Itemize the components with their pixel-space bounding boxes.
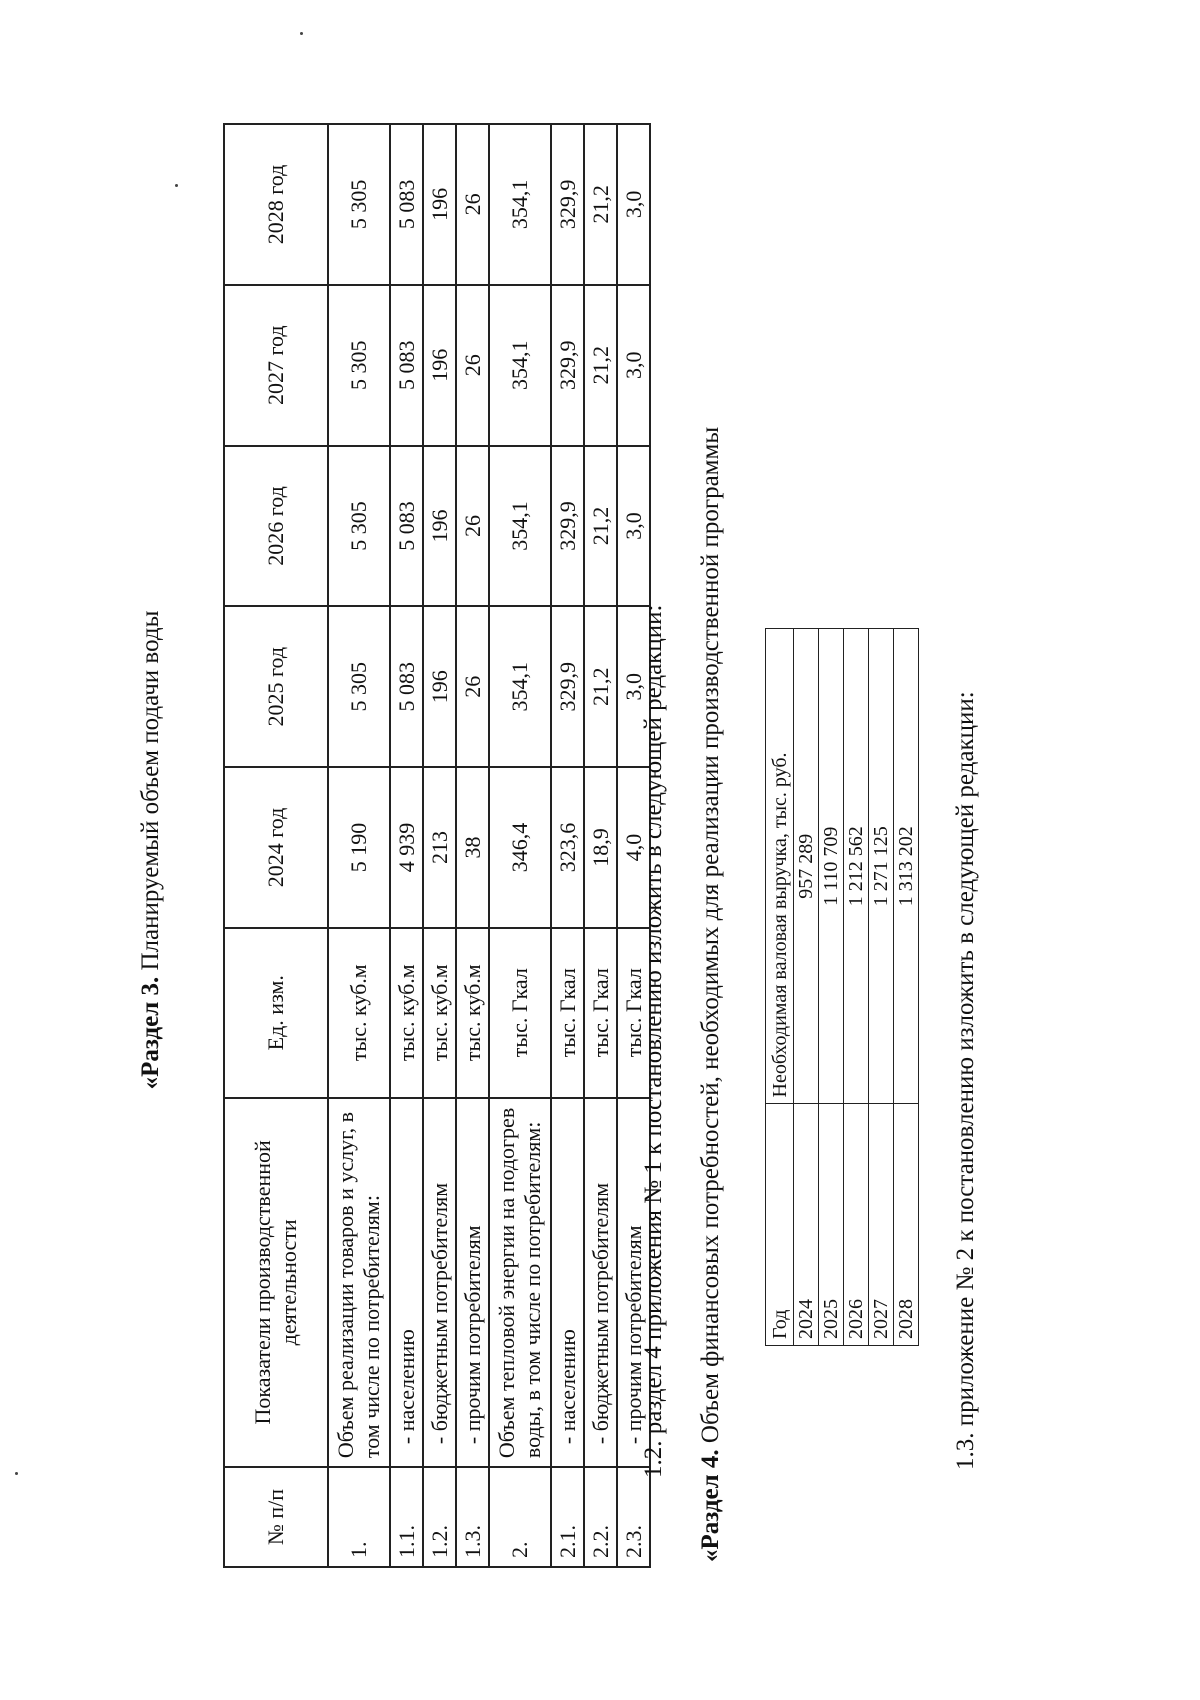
row-unit: тыс. Гкал	[489, 928, 551, 1098]
table-header-row	[224, 124, 328, 1567]
row-number: 2.1.	[551, 1467, 584, 1567]
row-value-2025: 329,9	[551, 606, 584, 767]
column-header-indicator: Показатели производственной деятельности	[224, 1098, 328, 1468]
row-number: 2.	[489, 1467, 551, 1567]
table-row	[390, 124, 423, 1567]
row-value-2027: 3,0	[617, 285, 650, 446]
table-header-row	[766, 629, 794, 1346]
paragraph-1-2: 1.2. раздел 4 приложения № 1 к постановлению изложить в следующей редакции:	[640, 604, 667, 1478]
row-value-2026: 5 083	[390, 446, 423, 607]
row-unit: тыс. куб.м	[456, 928, 489, 1098]
row-value-2026: 26	[456, 446, 489, 607]
row-unit: тыс. Гкал	[551, 928, 584, 1098]
section-3-heading	[137, 0, 165, 1700]
section-4-heading	[697, 427, 725, 1562]
row-value-2026: 354,1	[489, 446, 551, 607]
row-value-2027: 5 083	[390, 285, 423, 446]
row-number: 1.1.	[390, 1467, 423, 1567]
row-value-2026: 329,9	[551, 446, 584, 607]
revenue-table	[765, 628, 919, 1346]
row-value-2028: 5 083	[390, 124, 423, 285]
row-value-2026: 21,2	[584, 446, 617, 607]
scan-speck	[15, 1472, 18, 1475]
row-indicator: - населению	[390, 1098, 423, 1468]
table-row	[894, 629, 919, 1346]
table-row	[328, 124, 390, 1567]
row-value-2024: 323,6	[551, 767, 584, 928]
row-unit: тыс. куб.м	[423, 928, 456, 1098]
column-header-revenue: Необходимая валовая выручка, тыс. руб.	[766, 629, 794, 1104]
row-value-2024: 18,9	[584, 767, 617, 928]
row-value-2028: 26	[456, 124, 489, 285]
table-row	[551, 124, 584, 1567]
row-year: 2027	[869, 1104, 894, 1346]
row-value-2027: 354,1	[489, 285, 551, 446]
row-number: 1.3.	[456, 1467, 489, 1567]
row-year: 2028	[894, 1104, 919, 1346]
row-value-2027: 196	[423, 285, 456, 446]
column-header-unit: Ед. изм.	[224, 928, 328, 1098]
row-value-2024: 4,0	[617, 767, 650, 928]
table-row	[869, 629, 894, 1346]
row-indicator: - населению	[551, 1098, 584, 1468]
column-header-2028: 2028 год	[224, 124, 328, 285]
scan-speck	[175, 184, 178, 187]
row-unit: тыс. Гкал	[584, 928, 617, 1098]
row-number: 1.2.	[423, 1467, 456, 1567]
row-value-2027: 5 305	[328, 285, 390, 446]
column-header-2027: 2027 год	[224, 285, 328, 446]
row-value-2028: 5 305	[328, 124, 390, 285]
row-value-2025: 21,2	[584, 606, 617, 767]
row-unit: тыс. куб.м	[328, 928, 390, 1098]
row-year: 2025	[819, 1104, 844, 1346]
section-3-prefix: «Раздел 3.	[137, 976, 164, 1090]
row-revenue: 1 271 125	[869, 629, 894, 1104]
row-value-2028: 354,1	[489, 124, 551, 285]
row-revenue: 957 289	[794, 629, 819, 1104]
row-value-2027: 26	[456, 285, 489, 446]
table-row	[489, 124, 551, 1567]
row-value-2027: 21,2	[584, 285, 617, 446]
column-header-2024: 2024 год	[224, 767, 328, 928]
row-value-2025: 3,0	[617, 606, 650, 767]
row-revenue: 1 110 709	[819, 629, 844, 1104]
row-value-2025: 26	[456, 606, 489, 767]
row-value-2028: 21,2	[584, 124, 617, 285]
row-revenue: 1 313 202	[894, 629, 919, 1104]
row-year: 2024	[794, 1104, 819, 1346]
row-number: 2.2.	[584, 1467, 617, 1567]
row-value-2024: 5 190	[328, 767, 390, 928]
row-revenue: 1 212 562	[844, 629, 869, 1104]
row-indicator: Объем тепловой энергии на подогрев воды, в том числе по потребителям:	[489, 1098, 551, 1468]
row-value-2024: 346,4	[489, 767, 551, 928]
column-header-2025: 2025 год	[224, 606, 328, 767]
table-row	[819, 629, 844, 1346]
table-row	[794, 629, 819, 1346]
row-indicator: - прочим потребителям	[617, 1098, 650, 1468]
water-supply-table	[223, 123, 651, 1568]
table-row	[456, 124, 489, 1567]
row-value-2025: 5 305	[328, 606, 390, 767]
row-indicator: Объем реализации товаров и услуг, в том числе по потребителям:	[328, 1098, 390, 1468]
row-value-2026: 5 305	[328, 446, 390, 607]
row-value-2027: 329,9	[551, 285, 584, 446]
column-header-2026: 2026 год	[224, 446, 328, 607]
row-value-2028: 196	[423, 124, 456, 285]
row-indicator: - прочим потребителям	[456, 1098, 489, 1468]
table-row	[844, 629, 869, 1346]
scan-speck	[300, 32, 303, 35]
row-value-2025: 5 083	[390, 606, 423, 767]
row-number: 1.	[328, 1467, 390, 1567]
row-indicator: - бюджетным потребителям	[423, 1098, 456, 1468]
row-value-2024: 213	[423, 767, 456, 928]
table-row	[423, 124, 456, 1567]
row-value-2028: 3,0	[617, 124, 650, 285]
section-4-prefix: «Раздел 4.	[697, 1449, 724, 1562]
row-indicator: - бюджетным потребителям	[584, 1098, 617, 1468]
row-value-2026: 3,0	[617, 446, 650, 607]
table-row	[584, 124, 617, 1567]
paragraph-1-3: 1.3. приложение № 2 к постановлению изложить в следующей редакции:	[952, 691, 979, 1470]
row-value-2024: 38	[456, 767, 489, 928]
row-unit: тыс. куб.м	[390, 928, 423, 1098]
section-4-title: Объем финансовых потребностей, необходимых для реализации производственной программы	[697, 426, 724, 1444]
row-value-2026: 196	[423, 446, 456, 607]
row-value-2025: 196	[423, 606, 456, 767]
row-value-2024: 4 939	[390, 767, 423, 928]
row-year: 2026	[844, 1104, 869, 1346]
column-header-year: Год	[766, 1104, 794, 1346]
section-3-title: Планируемый объем подачи воды	[137, 610, 164, 971]
row-unit: тыс. Гкал	[617, 928, 650, 1098]
row-value-2028: 329,9	[551, 124, 584, 285]
row-value-2025: 354,1	[489, 606, 551, 767]
row-number: 2.3.	[617, 1467, 650, 1567]
column-header-number: № п/п	[224, 1467, 328, 1567]
